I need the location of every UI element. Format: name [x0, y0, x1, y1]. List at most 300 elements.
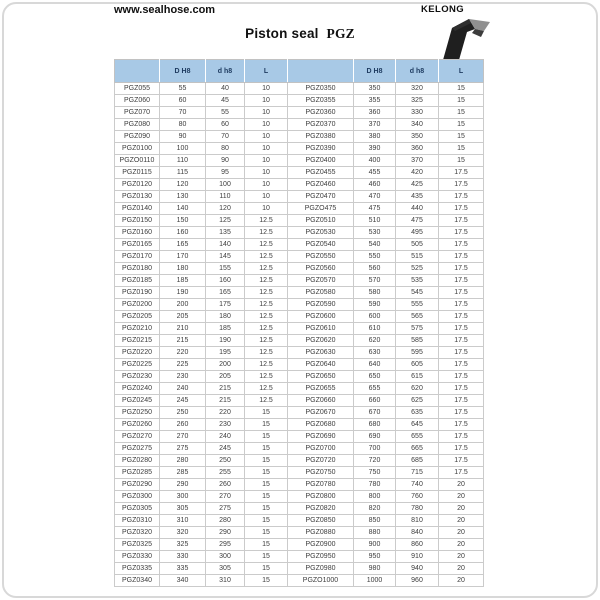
part-number-cell: PGZO0110 [115, 155, 160, 167]
part-number-cell: PGZ0880 [288, 527, 354, 539]
part-number-cell: PGZ0335 [115, 563, 160, 575]
inner-diameter-cell: 340 [396, 119, 439, 131]
table-row [115, 131, 484, 143]
part-number-cell: PGZ0185 [115, 275, 160, 287]
outer-diameter-cell: 820 [354, 503, 396, 515]
outer-diameter-cell: 100 [160, 143, 206, 155]
length-cell: 10 [245, 119, 288, 131]
length-cell: 15 [245, 431, 288, 443]
outer-diameter-cell: 380 [354, 131, 396, 143]
part-number-cell: PGZO475 [288, 203, 354, 215]
length-cell: 17.5 [439, 407, 484, 419]
inner-diameter-cell: 620 [396, 383, 439, 395]
inner-diameter-cell: 505 [396, 239, 439, 251]
length-cell: 17.5 [439, 443, 484, 455]
inner-diameter-cell: 655 [396, 431, 439, 443]
length-cell: 15 [439, 143, 484, 155]
inner-diameter-cell: 425 [396, 179, 439, 191]
length-cell: 12.5 [245, 347, 288, 359]
inner-diameter-cell: 295 [206, 539, 245, 551]
outer-diameter-cell: 305 [160, 503, 206, 515]
length-cell: 17.5 [439, 191, 484, 203]
outer-diameter-cell: 90 [160, 131, 206, 143]
outer-diameter-cell: 670 [354, 407, 396, 419]
part-number-cell: PGZ0380 [288, 131, 354, 143]
outer-diameter-cell: 560 [354, 263, 396, 275]
length-cell: 15 [245, 491, 288, 503]
part-number-cell: PGZ0305 [115, 503, 160, 515]
part-number-cell: PGZ0850 [288, 515, 354, 527]
length-cell: 12.5 [245, 287, 288, 299]
part-number-cell: PGZ0220 [115, 347, 160, 359]
inner-diameter-cell: 625 [396, 395, 439, 407]
inner-diameter-cell: 160 [206, 275, 245, 287]
part-number-cell: PGZ0980 [288, 563, 354, 575]
inner-diameter-cell: 615 [396, 371, 439, 383]
length-cell: 12.5 [245, 227, 288, 239]
outer-diameter-cell: 655 [354, 383, 396, 395]
part-number-cell: PGZ0780 [288, 479, 354, 491]
inner-diameter-cell: 330 [396, 107, 439, 119]
part-number-cell: PGZ0250 [115, 407, 160, 419]
length-cell: 15 [245, 479, 288, 491]
part-number-cell: PGZ0290 [115, 479, 160, 491]
table-row [115, 155, 484, 167]
table-row [115, 347, 484, 359]
outer-diameter-cell: 330 [160, 551, 206, 563]
outer-diameter-cell: 355 [354, 95, 396, 107]
inner-diameter-cell: 715 [396, 467, 439, 479]
length-cell: 15 [245, 575, 288, 587]
outer-diameter-cell: 290 [160, 479, 206, 491]
inner-diameter-cell: 145 [206, 251, 245, 263]
length-cell: 15 [439, 83, 484, 95]
inner-diameter-cell: 740 [396, 479, 439, 491]
inner-diameter-cell: 760 [396, 491, 439, 503]
table-row [115, 539, 484, 551]
length-cell: 12.5 [245, 299, 288, 311]
length-cell: 12.5 [245, 359, 288, 371]
length-cell: 12.5 [245, 275, 288, 287]
table-row [115, 251, 484, 263]
part-number-cell: PGZ0330 [115, 551, 160, 563]
length-cell: 15 [439, 95, 484, 107]
part-number-cell: PGZ0560 [288, 263, 354, 275]
inner-diameter-cell: 125 [206, 215, 245, 227]
length-cell: 17.5 [439, 251, 484, 263]
outer-diameter-cell: 660 [354, 395, 396, 407]
length-header: L [439, 60, 484, 83]
outer-diameter-cell: 540 [354, 239, 396, 251]
inner-diameter-cell: 215 [206, 383, 245, 395]
inner-diameter-cell: 95 [206, 167, 245, 179]
outer-diameter-cell: 980 [354, 563, 396, 575]
part-number-cell: PGZ0180 [115, 263, 160, 275]
part-number-cell: PGZ0530 [288, 227, 354, 239]
outer-diameter-cell: 280 [160, 455, 206, 467]
length-cell: 15 [245, 503, 288, 515]
table-row [115, 551, 484, 563]
table-row [115, 215, 484, 227]
inner-diameter-cell: 45 [206, 95, 245, 107]
part-number-cell: PGZ0230 [115, 371, 160, 383]
length-cell: 17.5 [439, 179, 484, 191]
length-cell: 17.5 [439, 347, 484, 359]
part-number-cell: PGZ0630 [288, 347, 354, 359]
outer-diameter-cell: 340 [160, 575, 206, 587]
length-cell: 12.5 [245, 335, 288, 347]
inner-diameter-cell: 305 [206, 563, 245, 575]
outer-diameter-cell: 1000 [354, 575, 396, 587]
part-number-cell: PGZ0700 [288, 443, 354, 455]
page-title-code: PGZ [326, 26, 355, 41]
part-number-cell: PGZ0280 [115, 455, 160, 467]
length-cell: 15 [245, 419, 288, 431]
table-row [115, 239, 484, 251]
part-number-cell: PGZ0900 [288, 539, 354, 551]
table-row [115, 479, 484, 491]
outer-diameter-cell: 300 [160, 491, 206, 503]
outer-diameter-cell: 230 [160, 371, 206, 383]
seal-cross-section-icon [439, 16, 495, 62]
table-row [115, 419, 484, 431]
outer-diameter-cell: 160 [160, 227, 206, 239]
inner-diameter-cell: 645 [396, 419, 439, 431]
table-row [115, 371, 484, 383]
outer-diameter-cell: 170 [160, 251, 206, 263]
outer-diameter-cell: 115 [160, 167, 206, 179]
outer-diameter-cell: 310 [160, 515, 206, 527]
table-row [115, 311, 484, 323]
part-number-cell: PGZ090 [115, 131, 160, 143]
part-number-cell: PGZ0165 [115, 239, 160, 251]
inner-diameter-cell: 780 [396, 503, 439, 515]
outer-diameter-cell: 110 [160, 155, 206, 167]
part-number-cell: PGZ0590 [288, 299, 354, 311]
part-number-cell: PGZ0205 [115, 311, 160, 323]
part-number-cell: PGZ0210 [115, 323, 160, 335]
inner-diameter-cell: 325 [396, 95, 439, 107]
outer-diameter-cell: 55 [160, 83, 206, 95]
inner-diameter-cell: 535 [396, 275, 439, 287]
outer-diameter-cell: 325 [160, 539, 206, 551]
outer-diameter-cell: 60 [160, 95, 206, 107]
outer-diameter-cell: 610 [354, 323, 396, 335]
length-cell: 15 [439, 119, 484, 131]
inner-diameter-cell: 275 [206, 503, 245, 515]
outer-diameter-header: D H8 [354, 60, 396, 83]
outer-diameter-cell: 600 [354, 311, 396, 323]
part-number-cell: PGZ0600 [288, 311, 354, 323]
outer-diameter-cell: 630 [354, 347, 396, 359]
table-row [115, 455, 484, 467]
length-cell: 15 [245, 527, 288, 539]
inner-diameter-cell: 360 [396, 143, 439, 155]
outer-diameter-cell: 455 [354, 167, 396, 179]
length-cell: 12.5 [245, 371, 288, 383]
inner-diameter-cell: 565 [396, 311, 439, 323]
outer-diameter-header: D H8 [160, 60, 206, 83]
part-number-cell: PGZ0670 [288, 407, 354, 419]
length-cell: 20 [439, 479, 484, 491]
length-cell: 17.5 [439, 311, 484, 323]
inner-diameter-cell: 960 [396, 575, 439, 587]
inner-diameter-cell: 605 [396, 359, 439, 371]
table-row [115, 467, 484, 479]
table-row [115, 443, 484, 455]
length-cell: 15 [245, 467, 288, 479]
outer-diameter-cell: 950 [354, 551, 396, 563]
inner-diameter-cell: 90 [206, 155, 245, 167]
inner-diameter-cell: 475 [396, 215, 439, 227]
length-cell: 12.5 [245, 311, 288, 323]
inner-diameter-cell: 545 [396, 287, 439, 299]
length-cell: 15 [439, 107, 484, 119]
inner-diameter-cell: 940 [396, 563, 439, 575]
outer-diameter-cell: 130 [160, 191, 206, 203]
part-number-cell: PGZ0510 [288, 215, 354, 227]
outer-diameter-cell: 650 [354, 371, 396, 383]
table-row [115, 335, 484, 347]
length-cell: 17.5 [439, 323, 484, 335]
table-row [115, 431, 484, 443]
part-number-header [288, 60, 354, 83]
length-cell: 12.5 [245, 215, 288, 227]
part-number-cell: PGZ0275 [115, 443, 160, 455]
outer-diameter-cell: 390 [354, 143, 396, 155]
part-number-cell: PGZ080 [115, 119, 160, 131]
outer-diameter-cell: 270 [160, 431, 206, 443]
length-cell: 10 [245, 179, 288, 191]
part-number-cell: PGZ0550 [288, 251, 354, 263]
inner-diameter-cell: 525 [396, 263, 439, 275]
table-header-row [115, 60, 484, 83]
outer-diameter-cell: 80 [160, 119, 206, 131]
table-body [115, 83, 484, 587]
table-row [115, 299, 484, 311]
length-cell: 17.5 [439, 419, 484, 431]
outer-diameter-cell: 260 [160, 419, 206, 431]
table-row [115, 203, 484, 215]
page-title [0, 26, 600, 42]
length-cell: 15 [439, 155, 484, 167]
inner-diameter-cell: 595 [396, 347, 439, 359]
inner-diameter-cell: 55 [206, 107, 245, 119]
table-row [115, 383, 484, 395]
part-number-cell: PGZ0245 [115, 395, 160, 407]
part-number-header [115, 60, 160, 83]
part-number-cell: PGZ0340 [115, 575, 160, 587]
inner-diameter-cell: 320 [396, 83, 439, 95]
part-number-cell: PGZ0650 [288, 371, 354, 383]
brand-name: KELONG [421, 4, 465, 15]
outer-diameter-cell: 205 [160, 311, 206, 323]
part-number-cell: PGZ0580 [288, 287, 354, 299]
piston-seal-size-table [114, 59, 484, 587]
table-row [115, 191, 484, 203]
outer-diameter-cell: 460 [354, 179, 396, 191]
inner-diameter-cell: 270 [206, 491, 245, 503]
part-number-cell: PGZ0160 [115, 227, 160, 239]
length-header: L [245, 60, 288, 83]
part-number-cell: PGZ0720 [288, 455, 354, 467]
length-cell: 10 [245, 95, 288, 107]
outer-diameter-cell: 470 [354, 191, 396, 203]
part-number-cell: PGZ0140 [115, 203, 160, 215]
outer-diameter-cell: 245 [160, 395, 206, 407]
part-number-cell: PGZ060 [115, 95, 160, 107]
outer-diameter-cell: 510 [354, 215, 396, 227]
length-cell: 17.5 [439, 263, 484, 275]
inner-diameter-cell: 860 [396, 539, 439, 551]
part-number-cell: PGZ0120 [115, 179, 160, 191]
part-number-cell: PGZ0260 [115, 419, 160, 431]
part-number-cell: PGZ0370 [288, 119, 354, 131]
table-row [115, 107, 484, 119]
outer-diameter-cell: 150 [160, 215, 206, 227]
length-cell: 17.5 [439, 455, 484, 467]
inner-diameter-cell: 190 [206, 335, 245, 347]
length-cell: 12.5 [245, 323, 288, 335]
table-row [115, 287, 484, 299]
part-number-cell: PGZ0400 [288, 155, 354, 167]
table-row [115, 143, 484, 155]
length-cell: 17.5 [439, 383, 484, 395]
part-number-cell: PGZ0750 [288, 467, 354, 479]
length-cell: 20 [439, 575, 484, 587]
inner-diameter-cell: 230 [206, 419, 245, 431]
outer-diameter-cell: 70 [160, 107, 206, 119]
outer-diameter-cell: 275 [160, 443, 206, 455]
part-number-cell: PGZ0200 [115, 299, 160, 311]
length-cell: 17.5 [439, 431, 484, 443]
length-cell: 10 [245, 131, 288, 143]
inner-diameter-cell: 100 [206, 179, 245, 191]
length-cell: 12.5 [245, 251, 288, 263]
length-cell: 20 [439, 491, 484, 503]
inner-diameter-cell: 290 [206, 527, 245, 539]
inner-diameter-cell: 155 [206, 263, 245, 275]
outer-diameter-cell: 620 [354, 335, 396, 347]
length-cell: 20 [439, 563, 484, 575]
outer-diameter-cell: 285 [160, 467, 206, 479]
length-cell: 17.5 [439, 227, 484, 239]
part-number-cell: PGZ0620 [288, 335, 354, 347]
outer-diameter-cell: 370 [354, 119, 396, 131]
part-number-cell: PGZ0640 [288, 359, 354, 371]
length-cell: 15 [245, 443, 288, 455]
length-cell: 15 [245, 455, 288, 467]
length-cell: 20 [439, 539, 484, 551]
outer-diameter-cell: 720 [354, 455, 396, 467]
length-cell: 20 [439, 527, 484, 539]
table-row [115, 323, 484, 335]
table-row [115, 491, 484, 503]
inner-diameter-cell: 840 [396, 527, 439, 539]
inner-diameter-cell: 70 [206, 131, 245, 143]
length-cell: 17.5 [439, 275, 484, 287]
part-number-cell: PGZ0240 [115, 383, 160, 395]
part-number-cell: PGZ0100 [115, 143, 160, 155]
outer-diameter-cell: 240 [160, 383, 206, 395]
table-row [115, 119, 484, 131]
length-cell: 17.5 [439, 239, 484, 251]
inner-diameter-cell: 185 [206, 323, 245, 335]
inner-diameter-cell: 575 [396, 323, 439, 335]
table-row [115, 227, 484, 239]
outer-diameter-cell: 220 [160, 347, 206, 359]
length-cell: 17.5 [439, 371, 484, 383]
part-number-cell: PGZ0170 [115, 251, 160, 263]
inner-diameter-cell: 40 [206, 83, 245, 95]
inner-diameter-cell: 120 [206, 203, 245, 215]
table-row [115, 575, 484, 587]
inner-diameter-cell: 665 [396, 443, 439, 455]
part-number-cell: PGZ0355 [288, 95, 354, 107]
table-header [115, 60, 484, 83]
part-number-cell: PGZ0285 [115, 467, 160, 479]
length-cell: 17.5 [439, 395, 484, 407]
length-cell: 17.5 [439, 215, 484, 227]
table-row [115, 179, 484, 191]
inner-diameter-cell: 200 [206, 359, 245, 371]
part-number-cell: PGZ0350 [288, 83, 354, 95]
outer-diameter-cell: 550 [354, 251, 396, 263]
inner-diameter-cell: 440 [396, 203, 439, 215]
inner-diameter-cell: 240 [206, 431, 245, 443]
inner-diameter-cell: 175 [206, 299, 245, 311]
part-number-cell: PGZ0325 [115, 539, 160, 551]
part-number-cell: PGZO1000 [288, 575, 354, 587]
inner-diameter-cell: 165 [206, 287, 245, 299]
outer-diameter-cell: 475 [354, 203, 396, 215]
inner-diameter-cell: 255 [206, 467, 245, 479]
inner-diameter-cell: 515 [396, 251, 439, 263]
table-row [115, 263, 484, 275]
table-row [115, 503, 484, 515]
inner-diameter-cell: 60 [206, 119, 245, 131]
length-cell: 15 [439, 131, 484, 143]
part-number-cell: PGZ0115 [115, 167, 160, 179]
length-cell: 15 [245, 551, 288, 563]
part-number-cell: PGZ0660 [288, 395, 354, 407]
part-number-cell: PGZ0540 [288, 239, 354, 251]
table-row [115, 167, 484, 179]
part-number-cell: PGZ0215 [115, 335, 160, 347]
outer-diameter-cell: 900 [354, 539, 396, 551]
part-number-cell: PGZ0270 [115, 431, 160, 443]
length-cell: 17.5 [439, 359, 484, 371]
inner-diameter-header: d h8 [396, 60, 439, 83]
inner-diameter-cell: 80 [206, 143, 245, 155]
part-number-cell: PGZ0800 [288, 491, 354, 503]
outer-diameter-cell: 780 [354, 479, 396, 491]
length-cell: 15 [245, 407, 288, 419]
inner-diameter-cell: 910 [396, 551, 439, 563]
part-number-cell: PGZ055 [115, 83, 160, 95]
length-cell: 20 [439, 503, 484, 515]
inner-diameter-cell: 205 [206, 371, 245, 383]
inner-diameter-cell: 435 [396, 191, 439, 203]
outer-diameter-cell: 350 [354, 83, 396, 95]
length-cell: 17.5 [439, 287, 484, 299]
table-row [115, 563, 484, 575]
part-number-cell: PGZ0390 [288, 143, 354, 155]
table-row [115, 527, 484, 539]
table-row [115, 95, 484, 107]
outer-diameter-cell: 580 [354, 287, 396, 299]
part-number-cell: PGZ0460 [288, 179, 354, 191]
